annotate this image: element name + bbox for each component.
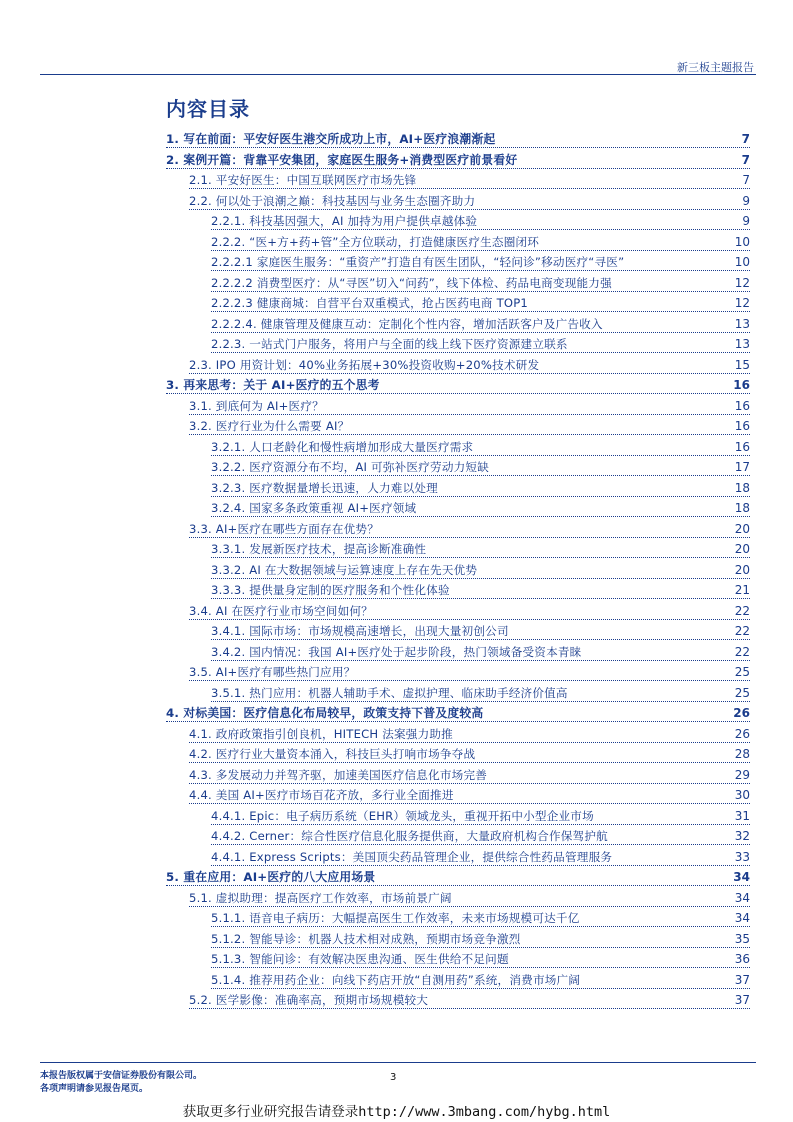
toc-entry-title: 2.2.1. 科技基因强大，AI 加持为用户提供卓越体验 [211, 214, 478, 228]
toc-entry-page: 34 [733, 870, 750, 884]
toc-entry-page: 32 [734, 829, 750, 843]
toc-entry-title: 5.1.1. 语音电子病历：大幅提高医生工作效率，未来市场规模可达千亿 [211, 911, 580, 925]
toc-entry[interactable] [189, 355, 750, 374]
toc-entry[interactable] [189, 662, 750, 681]
toc-entry[interactable] [211, 539, 750, 558]
footer-disclaimer-note: 各项声明请参见报告尾页。 [40, 1084, 149, 1094]
toc-entry-title: 2.3. IPO 用资计划：40%业务拓展+30%投资收购+20%技术研发 [189, 357, 540, 372]
toc-entry[interactable] [211, 478, 750, 497]
toc-entry-title: 2.2.2. “医+方+药+管”全方位联动，打造健康医疗生态圈闭环 [211, 234, 540, 249]
toc-entry-page: 36 [734, 952, 750, 966]
toc-entry-title: 3.1. 到底何为 AI+医疗？ [189, 398, 324, 413]
toc-entry-page: 16 [734, 419, 750, 433]
toc-entry-title: 3. 再来思考：关于 AI+医疗的五个思考 [166, 378, 380, 392]
toc-entry[interactable] [211, 437, 750, 456]
toc-entry[interactable] [189, 888, 750, 907]
toc-entry-title: 2.2.2.3 健康商城：自营平台双重模式，抢占医药电商 TOP1 [211, 296, 528, 310]
toc-entry-title: 3.2.2. 医疗资源分布不均，AI 可弥补医疗劳动力短缺 [211, 460, 489, 474]
toc-entry-page: 18 [734, 501, 750, 515]
toc-entry[interactable] [166, 375, 750, 394]
toc-entry-page: 20 [734, 562, 750, 577]
toc-entry-title: 5. 重在应用：AI+医疗的八大应用场景 [166, 870, 376, 884]
toc-entry-title: 3.2.3. 医疗数据量增长迅速，人力难以处理 [211, 480, 438, 495]
toc-entry-title: 2.1. 平安好医生：中国互联网医疗市场先锋 [189, 173, 417, 187]
toc-entry[interactable] [211, 949, 750, 968]
toc-entry-title: 3.5.1. 热门应用：机器人辅助手术、虚拟护理、临床助手经济价值高 [211, 685, 568, 700]
toc-entry[interactable] [189, 191, 750, 210]
toc-entry-page: 34 [734, 890, 750, 905]
toc-entry-title: 3.4.1. 国际市场：市场规模高速增长，出现大量初创公司 [211, 624, 509, 638]
toc-entry-title: 5.1.2. 智能导诊：机器人技术相对成熟，预期市场竞争激烈 [211, 931, 521, 946]
toc-entry-title: 3.3.2. AI 在大数据领域与运算速度上存在先天优势 [211, 562, 478, 577]
toc-entry[interactable] [166, 867, 750, 886]
header-title: 新三板主题报告 [677, 61, 754, 74]
toc-entry-title: 1. 写在前面：平安好医生港交所成功上市，AI+医疗浪潮渐起 [166, 132, 496, 146]
toc-entry[interactable] [189, 744, 750, 763]
toc-entry-page: 22 [734, 644, 750, 659]
toc-entry-title: 4.4. 美国 AI+医疗市场百花齐放，多行业全面推进 [189, 788, 454, 802]
toc-entry-title: 4.4.2. Cerner：综合性医疗信息化服务提供商，大量政府机构合作保驾护航 [211, 829, 608, 843]
toc-entry-page: 20 [734, 542, 750, 556]
toc-entry-title: 4. 对标美国：医疗信息化布局较早，政策支持下普及度较高 [166, 706, 484, 720]
toc-entry-page: 7 [741, 152, 750, 167]
toc-entry-title: 2.2.2.2 消费型医疗：从“寻医”切入“问药”，线下体检、药品电商变现能力强 [211, 275, 612, 290]
toc-entry-title: 3.3.1. 发展新医疗技术，提高诊断准确性 [211, 542, 427, 556]
toc-entry-title: 3.2. 医疗行业为什么需要 AI？ [189, 419, 350, 433]
toc-entry[interactable] [211, 457, 750, 476]
footer-copyright-note: 本报告版权属于安信证券股份有限公司。 [40, 1071, 203, 1081]
toc-entry-page: 10 [734, 234, 750, 249]
toc-entry-page: 31 [734, 808, 750, 823]
watermark-link[interactable]: 获取更多行业研究报告请登录http://www.3mbang.com/hybg.html [182, 1104, 611, 1120]
toc-entry[interactable] [211, 293, 750, 312]
toc-entry[interactable] [189, 396, 750, 415]
toc-entry[interactable] [211, 273, 750, 292]
toc-entry-page: 37 [734, 972, 750, 987]
toc-entry-title: 5.1.4. 推荐用药企业：向线下药店开放“自测用药”系统，消费市场广阔 [211, 972, 581, 987]
toc-entry[interactable] [211, 621, 750, 640]
toc-entry-page: 25 [734, 685, 750, 700]
toc-entry[interactable] [189, 519, 750, 538]
toc-entry-page: 9 [742, 193, 750, 208]
toc-entry-title: 3.3. AI+医疗在哪些方面存在优势？ [189, 521, 379, 536]
toc-entry-page: 26 [734, 726, 750, 741]
toc-entry[interactable] [211, 334, 750, 353]
toc-entry[interactable] [211, 232, 750, 251]
toc-entry[interactable] [211, 211, 750, 230]
toc-entry[interactable] [189, 990, 750, 1009]
toc-entry[interactable] [166, 150, 750, 169]
toc-entry-page: 33 [734, 849, 750, 864]
toc-entry-page: 35 [734, 931, 750, 946]
toc-entry[interactable] [189, 785, 750, 804]
toc-entry-page: 29 [734, 767, 750, 782]
toc-entry[interactable] [166, 703, 750, 722]
toc-entry-title: 2.2. 何以处于浪潮之巅：科技基因与业务生态圈齐助力 [189, 193, 476, 208]
toc-entry-page: 15 [734, 357, 750, 372]
toc-entry-title: 5.1. 虚拟助理：提高医疗工作效率，市场前景广阔 [189, 890, 452, 905]
toc-entry[interactable] [211, 498, 750, 517]
toc-title: 内容目录 [166, 97, 250, 121]
toc-entry-page: 30 [734, 788, 750, 802]
toc-entry-page: 22 [734, 603, 750, 618]
footer-divider [40, 1062, 756, 1063]
toc-entry[interactable] [189, 724, 750, 743]
toc-entry-title: 4.2. 医疗行业大量资本涌入，科技巨头打响市场争夺战 [189, 747, 476, 761]
toc-entry-page: 25 [734, 665, 750, 679]
toc-entry[interactable] [211, 847, 750, 866]
toc-entry[interactable] [189, 170, 750, 189]
toc-entry-title: 4.3. 多发展动力并驾齐驱，加速美国医疗信息化市场完善 [189, 767, 488, 782]
toc-entry[interactable] [211, 970, 750, 989]
toc-entry-title: 5.2. 医学影像：准确率高，预期市场规模较大 [189, 993, 429, 1007]
toc-entry-page: 17 [734, 460, 750, 474]
toc-entry-title: 2.2.3. 一站式门户服务，将用户与全面的线上线下医疗资源建立联系 [211, 337, 568, 351]
toc-entry-page: 16 [734, 398, 750, 413]
toc-entry[interactable] [211, 929, 750, 948]
toc-entry-title: 4.4.1. Epic：电子病历系统（EHR）领域龙头，重视开拓中小型企业市场 [211, 808, 594, 823]
toc-entry-title: 3.2.4. 国家多条政策重视 AI+医疗领域 [211, 501, 417, 515]
toc-entry[interactable] [211, 252, 750, 271]
toc-entry[interactable] [211, 683, 750, 702]
toc-entry-page: 22 [734, 624, 750, 638]
toc-entry[interactable] [211, 642, 750, 661]
toc-entry-page: 18 [734, 480, 750, 495]
toc-entry-page: 34 [734, 911, 750, 925]
toc-entry-title: 3.2.1. 人口老龄化和慢性病增加形成大量医疗需求 [211, 439, 474, 454]
toc-entry-page: 9 [742, 214, 750, 228]
toc-entry-title: 2.2.2.4. 健康管理及健康互动：定制化个性内容，增加活跃客户及广告收入 [211, 316, 603, 331]
toc-entry[interactable] [166, 129, 750, 148]
toc-entry-title: 3.5. AI+医疗有哪些热门应用？ [189, 665, 356, 679]
toc-entry-page: 12 [734, 275, 750, 290]
toc-entry-page: 10 [734, 255, 750, 269]
toc-entry-page: 7 [742, 173, 750, 187]
page-number: 3 [390, 1072, 397, 1083]
toc-entry-page: 16 [733, 378, 750, 392]
toc-entry[interactable] [189, 416, 750, 435]
toc-entry-title: 3.4. AI 在医疗行业市场空间如何？ [189, 603, 373, 618]
toc-entry[interactable] [211, 560, 750, 579]
toc-entry[interactable] [211, 806, 750, 825]
toc-entry[interactable] [189, 601, 750, 620]
toc-entry-page: 7 [741, 132, 750, 146]
page-header [40, 0, 756, 75]
toc-entry-page: 21 [734, 583, 750, 597]
toc-entry[interactable] [211, 908, 750, 927]
toc-entry-page: 37 [734, 993, 750, 1007]
toc-entry-page: 20 [734, 521, 750, 536]
toc-entry[interactable] [211, 314, 750, 333]
toc-entry-title: 3.4.2. 国内情况：我国 AI+医疗处于起步阶段，热门领域备受资本青睐 [211, 644, 582, 659]
toc-entry-page: 26 [733, 706, 750, 720]
toc-entry[interactable] [211, 580, 750, 599]
toc-entry-page: 13 [734, 316, 750, 331]
toc-entry-page: 13 [734, 337, 750, 351]
toc-entry-title: 4.1. 政府政策指引创良机，HITECH 法案强力助推 [189, 726, 453, 741]
toc-entry-page: 28 [734, 747, 750, 761]
toc-entry[interactable] [211, 826, 750, 845]
toc-entry-title: 5.1.3. 智能问诊：有效解决医患沟通、医生供给不足问题 [211, 952, 509, 966]
toc-entry-page: 16 [734, 439, 750, 454]
toc-entry-page: 12 [734, 296, 750, 310]
toc-entry-title: 2. 案例开篇：背靠平安集团，家庭医生服务+消费型医疗前景看好 [166, 152, 518, 167]
toc-entry-title: 2.2.2.1 家庭医生服务：“重资产”打造自有医生团队，“轻问诊”移动医疗“寻医” [211, 255, 625, 269]
toc-entry-title: 3.3.3. 提供量身定制的医疗服务和个性化体验 [211, 583, 450, 597]
toc-entry[interactable] [189, 765, 750, 784]
toc-entry-title: 4.4.1. Express Scripts：美国顶尖药品管理企业，提供综合性药品管理服务 [211, 849, 613, 864]
